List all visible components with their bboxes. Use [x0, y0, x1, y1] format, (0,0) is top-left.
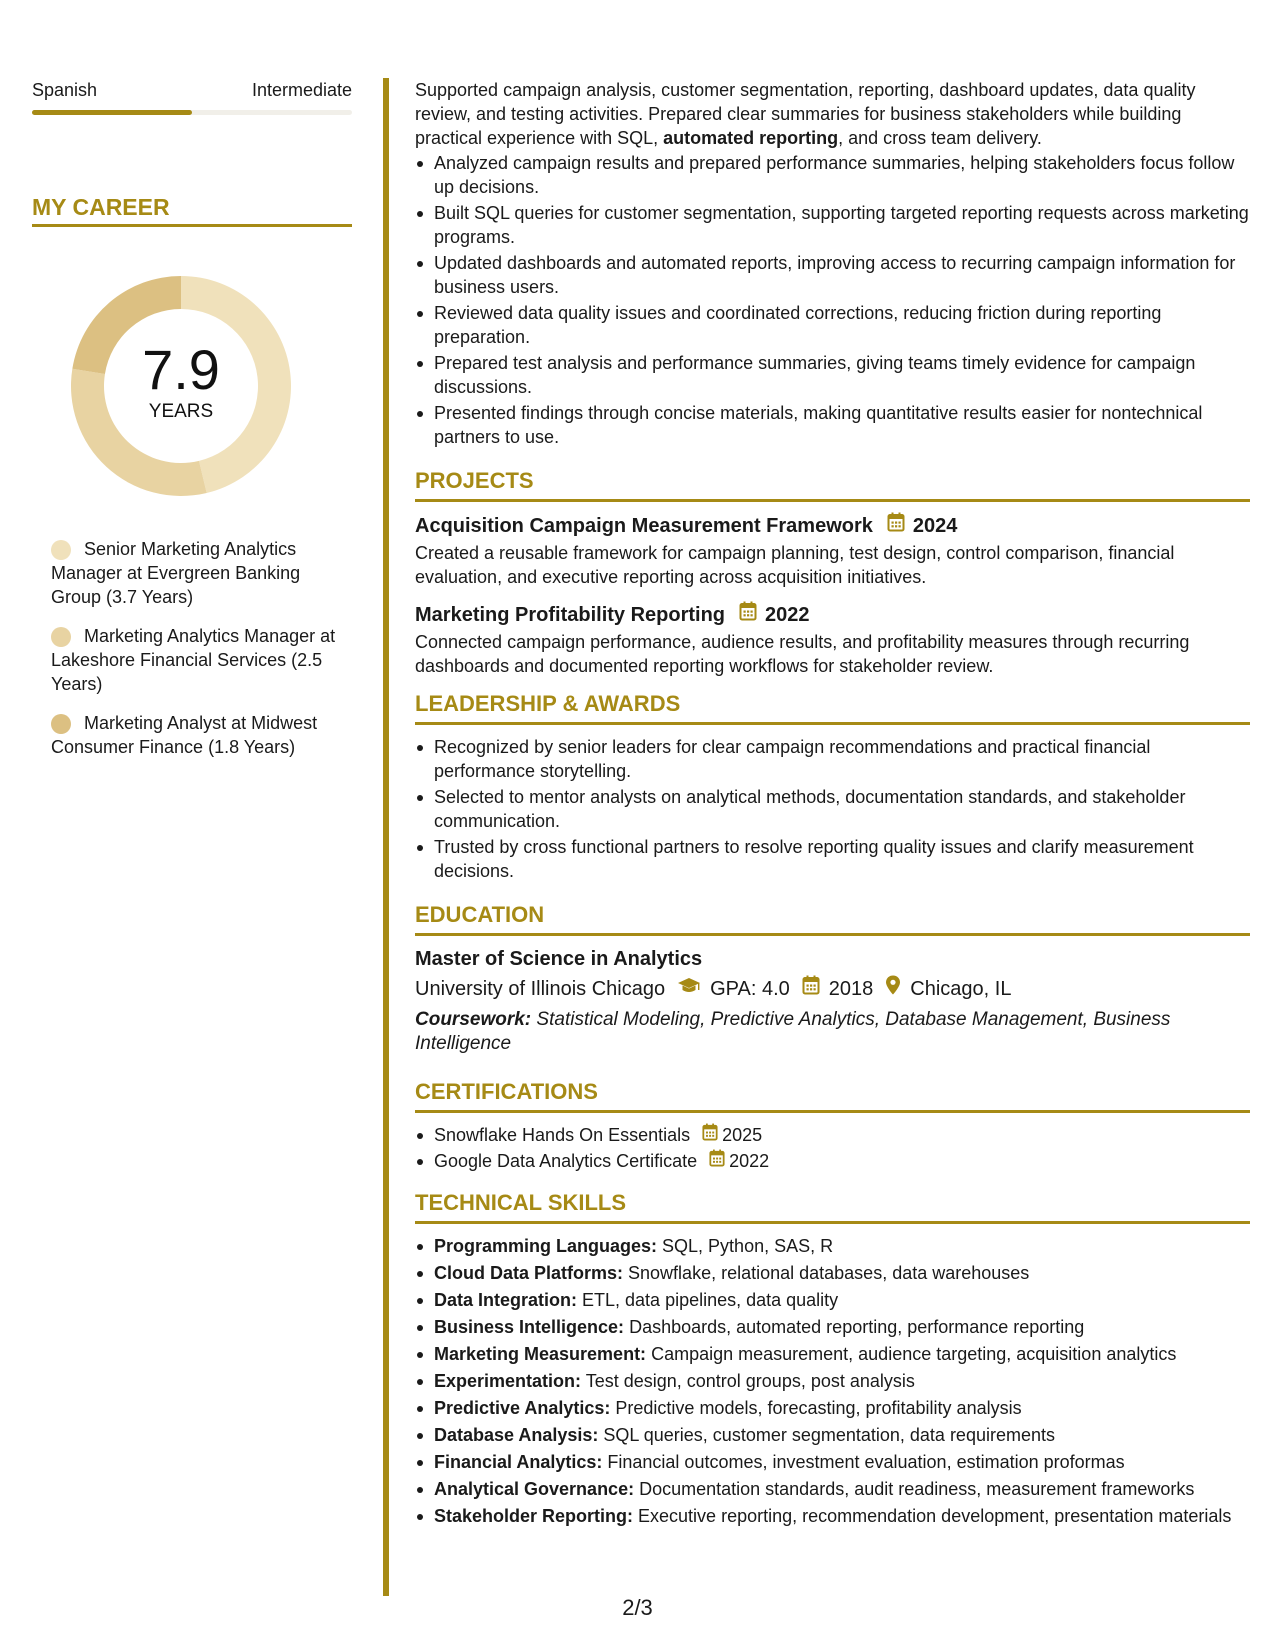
career-legend [32, 537, 352, 759]
list-item: Predictive Analytics: Predictive models, forecasting, profitability analysis [415, 1396, 1250, 1420]
experience-intro: Supported campaign analysis, customer segmentation, reporting, dashboard updates, data quality review, and testing activities. Prepared clear summaries for business stakeholders while building practical experience with SQL, automated reporting, and cross team delivery. [415, 80, 1196, 148]
education-location: Chicago, IL [910, 978, 1012, 1000]
list-item [415, 1123, 1250, 1147]
education-gpa: GPA: 4.0 [710, 978, 790, 1000]
education-year: 2018 [828, 978, 874, 1000]
education-section-title: EDUCATION [415, 901, 1250, 936]
list-item: Data Integration: ETL, data pipelines, data quality [415, 1288, 1250, 1312]
map-pin-icon [885, 974, 901, 1004]
list-item: Selected to mentor analysts on analytical methods, documentation standards, and stakeholder communication. [415, 785, 1250, 833]
language-level-fill [32, 110, 192, 115]
career-legend-item [51, 537, 341, 609]
skills-section-title: TECHNICAL SKILLS [415, 1189, 1250, 1224]
cert-name: Google Data Analytics Certificate [434, 1151, 698, 1171]
list-item: Presented findings through concise materials, making quantitative results easier for nontechnical partners to use. [415, 401, 1250, 449]
career-legend-item [51, 624, 341, 696]
list-item: Programming Languages: SQL, Python, SAS, R [415, 1234, 1250, 1258]
intro-bold: automated reporting [663, 128, 839, 148]
calendar-icon [739, 601, 757, 628]
education-school: University of Illinois Chicago [415, 978, 666, 1000]
list-item: Marketing Measurement: Campaign measurement, audience targeting, acquisition analytics [415, 1342, 1250, 1366]
legend-label: Marketing Analyst at Midwest Consumer Finance (1.8 Years) [51, 713, 318, 757]
career-legend-item [51, 711, 341, 759]
career-total [66, 271, 296, 501]
career-total-unit: YEARS [148, 401, 214, 422]
left-column [32, 78, 352, 774]
list-item: Trusted by cross functional partners to resolve reporting quality issues and clarify measurement decisions. [415, 835, 1250, 883]
project-desc: Connected campaign performance, audience results, and profitability measures through recurring dashboards and documented reporting workflows for stakeholder review. [415, 632, 1190, 676]
cert-year: 2025 [722, 1125, 763, 1145]
leadership-section-title: LEADERSHIP & AWARDS [415, 690, 1250, 725]
list-item: Business Intelligence: Dashboards, automated reporting, performance reporting [415, 1315, 1250, 1339]
list-item: Analyzed campaign results and prepared performance summaries, helping stakeholders focus follow up decisions. [415, 151, 1250, 199]
legend-label: Senior Marketing Analytics Manager at Evergreen Banking Group (3.7 Years) [51, 539, 301, 607]
calendar-icon [702, 1123, 718, 1147]
project-name: Acquisition Campaign Measurement Framework [415, 514, 873, 537]
list-item: Built SQL queries for customer segmentation, supporting targeted reporting requests across marketing programs. [415, 201, 1250, 249]
list-item: Updated dashboards and automated reports, improving access to recurring campaign information for business users. [415, 251, 1250, 299]
project-name: Marketing Profitability Reporting [415, 603, 726, 626]
cert-name: Snowflake Hands On Essentials [434, 1125, 691, 1145]
education-details [415, 974, 1250, 1004]
career-total-value: 7.9 [142, 338, 220, 401]
language-level-bar [32, 110, 352, 115]
career-donut-chart [66, 271, 296, 501]
skills-list [415, 1234, 1250, 1528]
education-coursework: Coursework: Statistical Modeling, Predictive Analytics, Database Management, Business Intelligence [415, 1009, 1171, 1054]
project-year: 2024 [912, 514, 958, 537]
coursework-label: Coursework: [415, 1009, 532, 1030]
list-item: Financial Analytics: Financial outcomes, investment evaluation, estimation proformas [415, 1450, 1250, 1474]
page-number: 2/3 [622, 1595, 653, 1620]
calendar-icon [887, 512, 905, 539]
list-item: Prepared test analysis and performance summaries, giving teams timely evidence for campaign discussions. [415, 351, 1250, 399]
language-row [32, 78, 352, 102]
list-item: Cloud Data Platforms: Snowflake, relational databases, data warehouses [415, 1261, 1250, 1285]
project-desc: Created a reusable framework for campaign planning, test design, control comparison, financial evaluation, and executive reporting across acquisition initiatives. [415, 543, 1175, 587]
experience-bullets [415, 151, 1250, 449]
certifications-list [415, 1123, 1250, 1173]
legend-dot [51, 714, 71, 734]
graduation-cap-icon [677, 974, 701, 1004]
list-item: Analytical Governance: Documentation standards, audit readiness, measurement frameworks [415, 1477, 1250, 1501]
legend-label: Marketing Analytics Manager at Lakeshore Financial Services (2.5 Years) [51, 626, 336, 694]
list-item: Reviewed data quality issues and coordinated corrections, reducing friction during reporting preparation. [415, 301, 1250, 349]
projects-section-title: PROJECTS [415, 467, 1250, 502]
cert-year: 2022 [729, 1151, 770, 1171]
career-section-title: MY CAREER [32, 193, 352, 227]
leadership-bullets [415, 735, 1250, 883]
legend-dot [51, 540, 71, 560]
certifications-section-title: CERTIFICATIONS [415, 1078, 1250, 1113]
education-degree: Master of Science in Analytics [415, 948, 703, 970]
list-item: Stakeholder Reporting: Executive reporting, recommendation development, presentation materials [415, 1504, 1250, 1528]
legend-dot [51, 627, 71, 647]
project-item [415, 512, 1250, 589]
right-column [415, 78, 1250, 1531]
column-divider [383, 78, 389, 1596]
calendar-icon [709, 1149, 725, 1173]
language-level: Intermediate [251, 80, 352, 100]
list-item: Recognized by senior leaders for clear campaign recommendations and practical financial performance storytelling. [415, 735, 1250, 783]
project-year: 2022 [765, 603, 810, 626]
list-item: Database Analysis: SQL queries, customer segmentation, data requirements [415, 1423, 1250, 1447]
project-item [415, 601, 1250, 678]
list-item: Experimentation: Test design, control groups, post analysis [415, 1369, 1250, 1393]
language-name: Spanish [32, 80, 98, 100]
calendar-icon [802, 974, 820, 1004]
list-item [415, 1149, 1250, 1173]
